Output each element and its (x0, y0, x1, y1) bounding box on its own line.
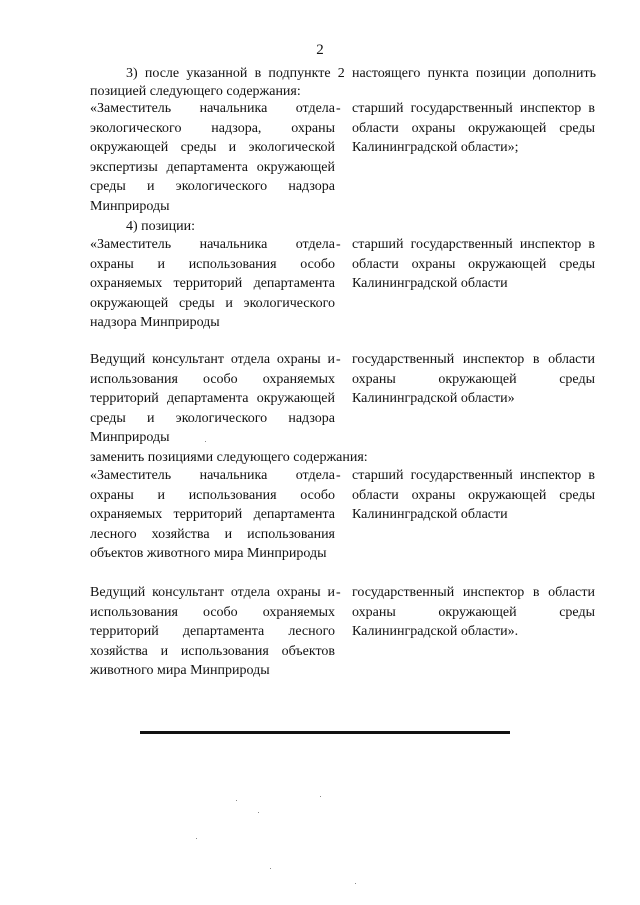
block4-left-line: лесного хозяйства и использования (90, 526, 335, 542)
block2-dash: - (336, 237, 341, 252)
block2-left-line: «Заместитель начальника отдела (90, 237, 335, 252)
block2-left-line: окружающей среды и экологического (90, 295, 335, 311)
block5-right (352, 583, 595, 642)
block4-right-line: области охраны окружающей среды (352, 487, 595, 503)
block2-left-line: охраны и использования особо (90, 256, 335, 272)
block4-right-line: Калининградской области (352, 507, 508, 522)
block5-left (90, 583, 335, 681)
block4-left (90, 466, 335, 564)
block5-left-line: животного мира Минприроды (90, 663, 270, 678)
block3-left (90, 350, 335, 448)
block2-left-line: надзора Минприроды (90, 315, 220, 330)
block3-left-line: территорий департамента окружающей (90, 391, 335, 406)
scan-speck (205, 441, 206, 442)
block4-left-line: объектов животного мира Минприроды (90, 546, 327, 561)
block2-right-line: области охраны окружающей среды (352, 256, 595, 272)
block5-left-line: использования особо охраняемых (90, 604, 335, 620)
block2-left (90, 235, 335, 333)
block4-dash: - (336, 468, 341, 483)
block1-left (90, 99, 335, 216)
block1-left-line: Минприроды (90, 198, 170, 214)
block2-right-line: старший государственный инспектор в (352, 237, 595, 252)
block5-left-line: Ведущий консультант отдела охраны и (90, 585, 335, 600)
scan-speck (270, 868, 271, 869)
block4-left-line: «Заместитель начальника отдела (90, 468, 335, 483)
block5-left-line: территорий департамента лесного (90, 624, 335, 639)
block3-right-line: охраны окружающей среды (352, 371, 595, 387)
block5-dash: - (336, 585, 341, 600)
block1-left-line: среды и экологического надзора (90, 179, 335, 194)
block1-right (352, 99, 595, 158)
block2-right (352, 235, 595, 294)
end-rule (140, 731, 510, 734)
intro-line-1: 3) после указанной в подпункте 2 настоящего пункта позиции дополнить (126, 66, 596, 81)
block5-right-line: охраны окружающей среды (352, 604, 595, 620)
block5-left-line: хозяйства и использования объектов (90, 643, 335, 659)
block3-left-line: использования особо охраняемых (90, 371, 335, 387)
block4-right-line: старший государственный инспектор в (352, 468, 595, 483)
scan-speck (355, 883, 356, 884)
block4-left-line: охраны и использования особо (90, 487, 335, 503)
block5-right-line: Калининградской области». (352, 624, 519, 639)
scan-speck (196, 838, 197, 839)
block2-right-line: Калининградской области (352, 276, 508, 291)
block1-right-line: Калининградской области»; (352, 140, 519, 155)
block4-left-line: охраняемых территорий департамента (90, 507, 335, 522)
block1-left-line: экспертизы департамента окружающей (90, 159, 335, 175)
block4-right (352, 466, 595, 525)
block2-left-line: охраняемых территорий департамента (90, 276, 335, 291)
scan-speck (258, 812, 259, 813)
block3-left-line: среды и экологического надзора (90, 410, 335, 426)
item-4-heading: 4) позиции: (126, 219, 196, 234)
block1-left-line: экологического надзора, охраны (90, 120, 335, 136)
intro-line-2: позицией следующего содержания: (90, 84, 301, 99)
block3-left-line: Ведущий консультант отдела охраны и (90, 352, 335, 367)
scan-speck (320, 796, 321, 797)
block3-left-line: Минприроды (90, 430, 170, 445)
page-number: 2 (316, 42, 324, 58)
block1-right-line: старший государственный инспектор в (352, 101, 595, 116)
block3-right-line: государственный инспектор в области (352, 352, 595, 367)
block1-right-line: области охраны окружающей среды (352, 120, 595, 136)
block1-dash: - (336, 101, 341, 116)
block3-right-line: Калининградской области» (352, 391, 515, 406)
block1-left-line: окружающей среды и экологической (90, 140, 335, 155)
scan-speck (236, 800, 237, 801)
block1-left-line: «Заместитель начальника отдела (90, 101, 335, 116)
block3-right (352, 350, 595, 409)
block3-dash: - (336, 352, 341, 367)
block5-right-line: государственный инспектор в области (352, 585, 595, 600)
replace-line: заменить позициями следующего содержания: (90, 450, 368, 465)
